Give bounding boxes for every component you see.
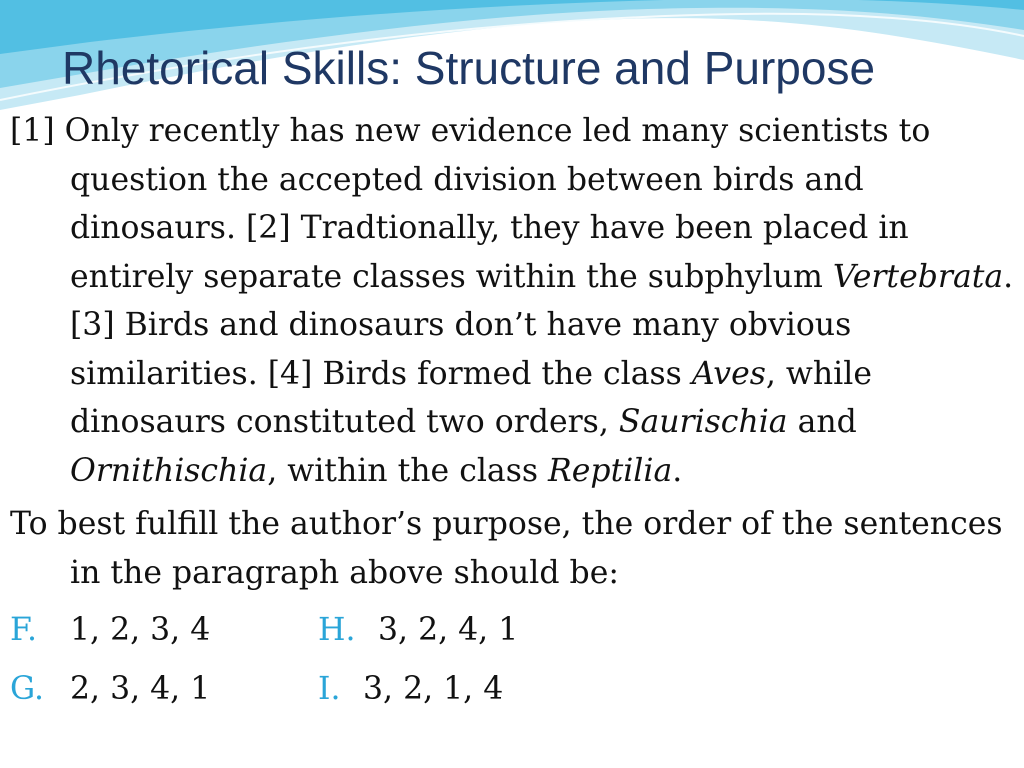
term-ornithischia: Ornithischia <box>70 452 268 489</box>
option-f-text: 1, 2, 3, 4 <box>70 612 211 648</box>
slide-title: Rhetorical Skills: Structure and Purpose <box>62 42 876 94</box>
option-i-text: 3, 2, 1, 4 <box>363 671 504 707</box>
term-vertebrata: Vertebrata <box>832 258 1004 295</box>
option-h-text: 3, 2, 4, 1 <box>378 612 519 648</box>
term-saurischia: Saurischia <box>618 404 788 440</box>
passage-paragraph <box>10 107 1014 495</box>
option-f-letter: F. <box>10 612 37 648</box>
question-prompt: To best fulfill the author’s purpose, the order of the sentences in the paragraph above should be: <box>10 506 1003 591</box>
sentence-2: [2] Tradtionally, they have been placed in entirely separate classes within the subphylum Vertebrata. <box>70 210 1014 295</box>
sentence-1: [1] Only recently has new evidence led many scientists to question the accepted division between birds and dinosaurs. <box>10 113 931 246</box>
option-i-letter: I. <box>318 671 341 707</box>
term-reptilia: Reptilia <box>548 452 673 489</box>
option-h-letter: H. <box>318 612 356 648</box>
sentence-4: [4] Birds formed the class Aves, while dinosaurs constituted two orders, Saurischia and Ornithischia, within the class Reptilia. <box>70 355 872 489</box>
sentence-3: [3] Birds and dinosaurs don’t have many obvious similarities. <box>70 307 852 392</box>
term-aves: Aves <box>691 355 766 392</box>
option-g-text: 2, 3, 4, 1 <box>70 671 211 707</box>
option-g-letter: G. <box>10 671 45 707</box>
